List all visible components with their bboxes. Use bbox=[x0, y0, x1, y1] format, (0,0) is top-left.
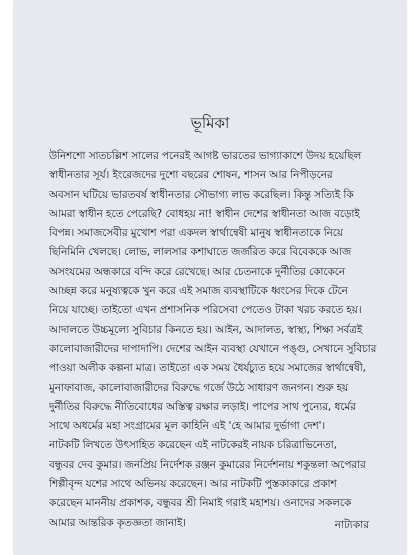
book-page bbox=[14, 0, 406, 555]
text-line: পাওয়া অলীক কল্পনা মাত্র। তাইতো এক সময় ধৈর্যচ্যুত হয়ে সমাজের স্বার্থান্বেষী, bbox=[49, 362, 366, 375]
page-title: ভূমিকা bbox=[190, 114, 230, 132]
text-line: মুনাফাবাজ, কালোবাজারীদের বিরুদ্ধে গর্জে উঠে সাধারণ জনগন। শুরু হয় bbox=[49, 381, 349, 394]
author-signature: নাট্যকার bbox=[334, 519, 369, 531]
text-line: সাথে অধর্মের মহা সংগ্রামের মূল কাহিনি এই 'হে আমার দুর্ভাগা দেশ'। bbox=[49, 420, 326, 433]
text-line: নাটকটি লিখতে উৎসাহিত করেছেন এই নাটকেরই নায়ক চরিত্রাভিনেতা, bbox=[49, 439, 337, 452]
text-line: কালোবাজারীদের দাপাদাপি। দেশের আইন ব্যবস্থা যেখানে পঙ্গু, সেখানে সুবিচার bbox=[49, 342, 377, 355]
preface-body bbox=[49, 147, 387, 533]
text-line: আমার আন্তরিক কৃতজ্ঞতা জানাই। bbox=[49, 516, 186, 529]
text-line: বন্ধুবর দেব কুমার। জনপ্রিয় নির্দেশক রঞ্জন কুমারের নির্দেশনায় শকুন্তলা অপেরার bbox=[49, 458, 366, 471]
text-line: উনিশশো সাতচল্লিশ সালের পনেরই আগষ্ট ভারতের ভাগ্যাকাশে উদয় হয়েছিল bbox=[49, 150, 362, 162]
text-line: আচ্ছন্ন করে মনুষ্যত্বকে খুন করে এই সমাজ ব্যবস্থাটিকে ধ্বংসের দিকে টেনে bbox=[49, 285, 348, 298]
text-line: আদালতে উচ্চমূল্যে সুবিচার কিনতে হয়। আইন, আদালত, স্বাস্থ্য, শিক্ষা সর্বত্রই bbox=[49, 323, 363, 336]
text-line: অসংযমের অন্ধকারে বন্দি করে রেখেছে। আর চেতনাকে দুর্নীতির কোকেনে bbox=[49, 265, 346, 278]
text-line: অবসান ঘটিয়ে ভারতবর্ষ স্বাধীনতার সৌভাগ্য লাভ করেছিল। কিন্তু সত্যিই কি bbox=[49, 188, 354, 201]
text-line: করেছেন মাননীয় প্রকাশক, বন্ধুবর শ্রী নিমাই গরাই মহাশয়। ওনাদের সকলকে bbox=[49, 497, 352, 510]
text-line: আমরা স্বাধীন হতে পেরেছি? বোধহয় না! স্বাধীন দেশের স্বাধীনতা আজ বড়োই bbox=[49, 207, 360, 220]
text-line: স্বাধীনতার সূর্য। ইংরেজদের দুশো বছরের শোষন, শাসন আর নিপীড়নের bbox=[49, 169, 333, 182]
text-line: শিল্পীবৃন্দ যশের সাথে অভিনয় করেছেন। আর নাটকটি পুস্তকাকারে প্রকাশ bbox=[49, 478, 337, 491]
text-line: দুর্নীতির বিরুদ্ধে নীতিবোধের অস্তিত্ব রক্ষার লড়াই। পাপের সাথ পুন্যের, ধর্মের bbox=[49, 400, 356, 413]
text-line: বিপন্ন। সমাজসেবীর মুখোশ পরা একদল স্বার্থান্বেষী মানুষ স্বাধীনতাকে নিয়ে bbox=[49, 227, 343, 240]
text-line: নিয়ে যাচ্ছে। তাইতো এখন প্রশাসনিক পরিসেবা পেতেও টাকা খরচ করতে হয়। bbox=[49, 304, 362, 317]
text-line: ছিনিমিনি খেলছে। লোভ, লালসার কশাঘাতে জর্জরিত করে বিবেককে আজ bbox=[49, 246, 352, 259]
